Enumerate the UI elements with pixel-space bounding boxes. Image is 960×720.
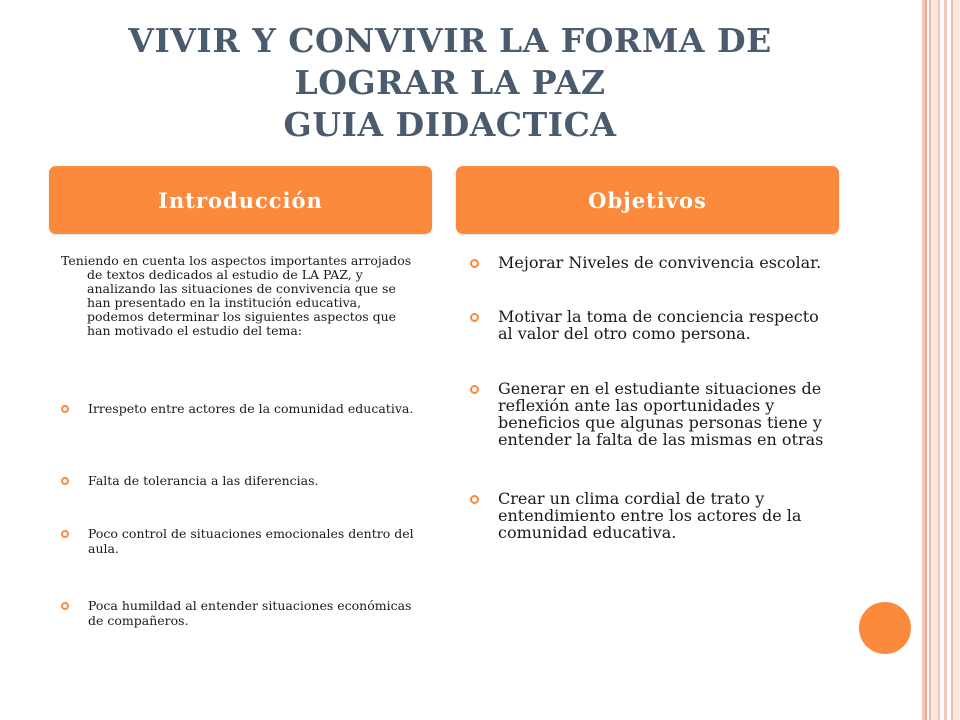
circle-bullet-icon	[61, 530, 69, 538]
decorative-stripe-band	[922, 0, 960, 720]
list-item-text: Generar en el estudiante situaciones de reflexión ante las oportunidades y beneficios que algunas personas tiene y entender la falta de las mismas en otras	[498, 379, 824, 449]
introduccion-paragraph-block	[61, 254, 421, 338]
list-item	[470, 380, 830, 448]
circle-bullet-icon	[61, 405, 69, 413]
list-item	[470, 308, 830, 342]
list-item-text: Crear un clima cordial de trato y entendimiento entre los actores de la comunidad educativa.	[498, 489, 802, 542]
objetivos-header	[456, 166, 839, 234]
list-item	[470, 254, 830, 271]
circle-bullet-icon	[470, 259, 479, 268]
introduccion-header	[49, 166, 432, 234]
introduccion-paragraph: Teniendo en cuenta los aspectos importantes arrojados de textos dedicados al estudio de LA PAZ, y analizando las situaciones de convivencia que se han presentado en la institución educativa, podemos determinar los siguientes aspectos que han motivado el estudio del tema:	[61, 253, 412, 338]
objetivos-list	[470, 254, 830, 541]
circle-bullet-icon	[470, 313, 479, 322]
circle-bullet-icon	[61, 602, 69, 610]
page-title	[60, 20, 840, 146]
list-item	[61, 473, 421, 488]
list-item-text: Motivar la toma de conciencia respecto al valor del otro como persona.	[498, 307, 819, 343]
decorative-line	[925, 0, 927, 720]
title-line-1: VIVIR Y CONVIVIR LA FORMA DE	[128, 21, 772, 60]
list-item-text: Irrespeto entre actores de la comunidad educativa.	[88, 401, 414, 416]
list-item	[470, 490, 830, 541]
list-item	[61, 526, 421, 556]
decorative-circle	[856, 599, 914, 657]
introduccion-list	[61, 401, 421, 670]
list-item-text: Poca humildad al entender situaciones económicas de compañeros.	[88, 598, 412, 628]
list-item-text: Falta de tolerancia a las diferencias.	[88, 473, 319, 488]
list-item	[61, 401, 421, 431]
list-item-text: Poco control de situaciones emocionales dentro del aula.	[88, 526, 414, 556]
circle-bullet-icon	[61, 477, 69, 485]
circle-bullet-icon	[470, 495, 479, 504]
list-item	[61, 598, 421, 628]
objetivos-heading: Objetivos	[588, 187, 707, 213]
list-item-text: Mejorar Niveles de convivencia escolar.	[498, 253, 822, 272]
title-line-3: GUIA DIDACTICA	[283, 105, 617, 144]
title-line-2: LOGRAR LA PAZ	[294, 63, 606, 102]
introduccion-heading: Introducción	[158, 187, 323, 213]
circle-bullet-icon	[470, 385, 479, 394]
